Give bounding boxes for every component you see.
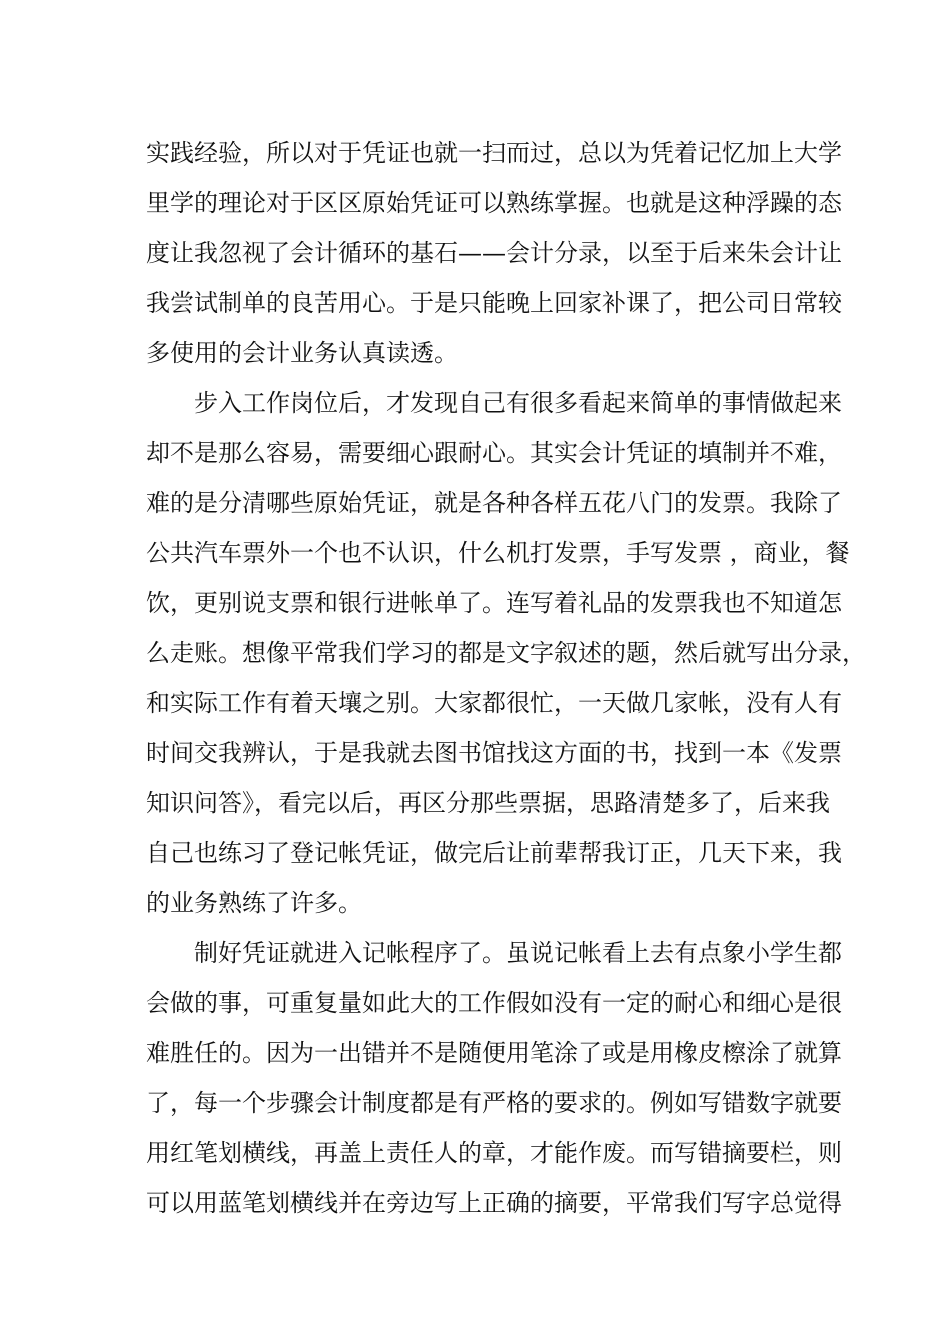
paragraph-1-line-1: 实践经验，所以对于凭证也就一扫而过，总以为凭着记忆加上大学: [146, 139, 842, 167]
paragraph-2-line-10: 自己也练习了登记帐凭证，做完后让前辈帮我订正，几天下来，我: [146, 839, 842, 867]
paragraph-2-line-6: 么走账。想像平常我们学习的都是文字叙述的题，然后就写出分录，: [146, 639, 866, 667]
paragraph-3-line-1: 制好凭证就进入记帐程序了。虽说记帐看上去有点象小学生都: [194, 939, 842, 967]
paragraph-1-line-2: 里学的理论对于区区原始凭证可以熟练掌握。也就是这种浮躁的态: [146, 189, 842, 217]
paragraph-1-line-3: 度让我忽视了会计循环的基石——会计分录，以至于后来朱会计让: [146, 239, 842, 267]
paragraph-2-line-7: 和实际工作有着天壤之别。大家都很忙，一天做几家帐，没有人有: [146, 689, 842, 717]
paragraph-2-line-9: 知识问答》，看完以后，再区分那些票据，思路清楚多了，后来我: [146, 789, 830, 817]
paragraph-3-line-2: 会做的事，可重复量如此大的工作假如没有一定的耐心和细心是很: [146, 989, 842, 1017]
paragraph-3-line-4: 了，每一个步骤会计制度都是有严格的要求的。例如写错数字就要: [146, 1089, 842, 1117]
paragraph-2-line-1: 步入工作岗位后，才发现自己有很多看起来简单的事情做起来: [194, 389, 842, 417]
paragraph-2-line-8: 时间交我辨认，于是我就去图书馆找这方面的书，找到一本《发票: [146, 739, 842, 767]
body-text: [146, 128, 866, 1228]
paragraph-2-line-5: 饮，更别说支票和银行进帐单了。连写着礼品的发票我也不知道怎: [146, 589, 842, 617]
paragraph-2-line-11: 的业务熟练了许多。: [146, 889, 362, 917]
paragraph-3-line-3: 难胜任的。因为一出错并不是随便用笔涂了或是用橡皮檫涂了就算: [146, 1039, 842, 1067]
paragraph-1-line-4: 我尝试制单的良苦用心。于是只能晚上回家补课了，把公司日常较: [146, 289, 842, 317]
paragraph-1-line-5: 多使用的会计业务认真读透。: [146, 339, 458, 367]
paragraph-2-line-4: 公共汽车票外一个也不认识，什么机打发票，手写发票 ，商业，餐: [146, 539, 850, 567]
paragraph-3-line-5: 用红笔划横线，再盖上责任人的章，才能作废。而写错摘要栏，则: [146, 1139, 842, 1167]
paragraph-2-line-3: 难的是分清哪些原始凭证，就是各种各样五花八门的发票。我除了: [146, 489, 842, 517]
paragraph-3-line-6: 可以用蓝笔划横线并在旁边写上正确的摘要，平常我们写字总觉得: [146, 1189, 842, 1217]
paragraph-2-line-2: 却不是那么容易，需要细心跟耐心。其实会计凭证的填制并不难，: [146, 439, 842, 467]
